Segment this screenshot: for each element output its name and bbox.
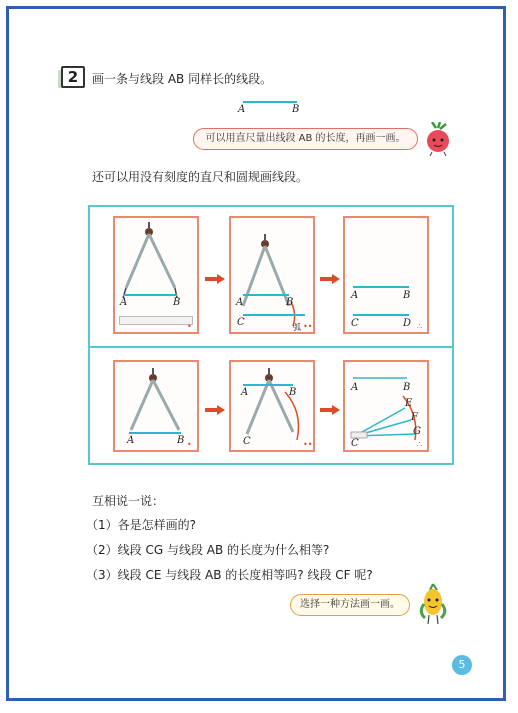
label-a: A [238, 104, 246, 115]
step-card-2-3 [343, 360, 429, 452]
arrow-right-icon [205, 269, 225, 288]
segment-ab [353, 286, 409, 288]
step-dots: ∴ [417, 322, 423, 331]
page-number: 5 [452, 655, 472, 675]
step-card-1-2 [229, 216, 315, 334]
step-card-2-2 [229, 360, 315, 452]
hint-bubble-ruler: 可以用直尺量出线段 AB 的长度，再画一画。 [193, 128, 418, 150]
corn-mascot-icon [416, 582, 450, 626]
label-arc: 弧 [293, 323, 301, 332]
label-b: B [286, 297, 294, 308]
question-number: 2 [61, 66, 85, 88]
label-a: A [120, 297, 128, 308]
steps-panel-row1 [88, 205, 454, 348]
label-g: G [413, 426, 421, 437]
label-b: B [173, 297, 181, 308]
segment-cd [353, 314, 409, 316]
hint-bubble-choose: 选择一种方法画一画。 [290, 594, 410, 616]
question-prompt: 画一条与线段 AB 同样长的线段。 [92, 72, 273, 86]
step-dots: ∴ [417, 440, 423, 449]
step-dots: • [187, 440, 192, 449]
label-a: A [351, 382, 359, 393]
label-a: A [351, 290, 359, 301]
label-a: A [241, 387, 249, 398]
label-c: C [351, 318, 359, 329]
discuss-heading: 互相说一说： [92, 494, 165, 508]
step-dots: •• [303, 322, 313, 331]
compass-icon [115, 218, 197, 332]
discuss-item-1: （1）各是怎样画的? [86, 518, 197, 532]
arrow-right-icon [320, 269, 340, 288]
step-dots: •• [303, 440, 313, 449]
segment-c-ray [243, 314, 305, 316]
label-f: F [411, 412, 418, 423]
step-dots: • [187, 322, 192, 331]
segment-ab [243, 294, 289, 296]
label-a: A [236, 297, 244, 308]
arrow-right-icon [205, 400, 225, 419]
label-b: B [177, 435, 185, 446]
label-c: C [351, 438, 359, 449]
label-b: B [289, 387, 297, 398]
segment-ab [129, 432, 181, 434]
ruler-icon [119, 316, 193, 325]
discuss-item-3: （3）线段 CE 与线段 AB 的长度相等吗? 线段 CF 呢? [86, 568, 373, 582]
step-card-2-1 [113, 360, 199, 452]
step-card-1-1 [113, 216, 199, 334]
label-b: B [403, 382, 411, 393]
label-d: D [403, 318, 412, 329]
label-e: E [405, 398, 413, 409]
label-c: C [243, 436, 251, 447]
step-card-1-3 [343, 216, 429, 334]
radish-mascot-icon [422, 122, 454, 156]
label-b: B [292, 104, 300, 115]
discuss-item-2: （2）线段 CG 与线段 AB 的长度为什么相等? [86, 543, 330, 557]
arrow-right-icon [320, 400, 340, 419]
segment-ab [243, 101, 297, 103]
segment-ab [123, 294, 177, 296]
label-a: A [127, 435, 135, 446]
label-c: C [237, 317, 245, 328]
label-b: B [403, 290, 411, 301]
compass-instruction: 还可以用没有刻度的直尺和圆规画线段。 [92, 170, 309, 184]
segment-ab [243, 384, 293, 386]
steps-panel-row2 [88, 346, 454, 465]
